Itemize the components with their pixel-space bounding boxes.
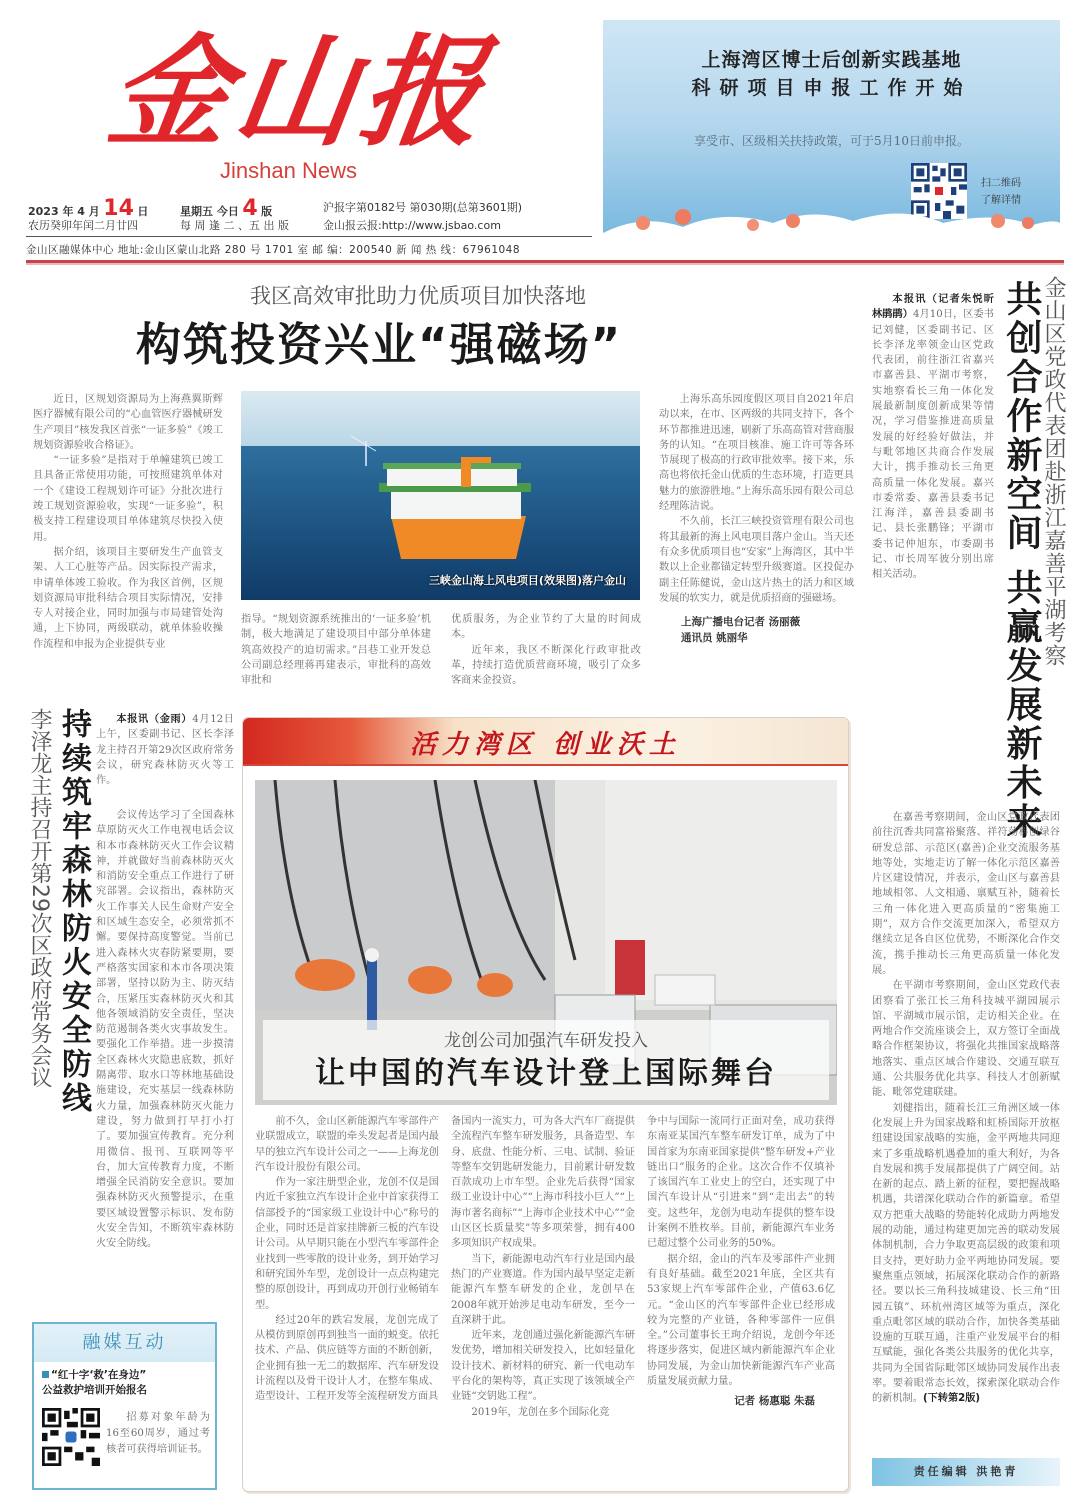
right-story-headline[interactable]: 共创合作新空间 共赢发展新未来 — [1001, 280, 1042, 842]
paragraph: 会议传达学习了全国森林草原防灭火工作电视电话会议和本市森林防灭火工作会议精神，并就做好当前森林防灭火和消防安全重点工作进行了研究部署。会议指出，森林防灭火工作事关人民生命财产安全和区域生态安全，必须常抓不懈。要保持高度警觉。当前已进入森林火灾春防紧要期，要严格落实国家和本市各项决策部署，坚持以防为主、防灭结合，压紧压实森林防灭火和其他各领域消防安全责任，坚决防范遏制各类火灾事故发生。要强化工作举措。进一步摸清全区森林火灾隐患底数，抓好隔离带、取水口等林地基础设施建设，充实基层一线森林防火力量，加强森林防灭火能力建设，努力做到打早打小打了。要加强宣传教育。充分利用微信、报刊、互联网等平台，加大宣传教育力度，不断增强全民消防安全意识。要加强森林防灭火预警提示，在重要区域设置警示标识、发布防火安全告知，不断筑牢森林防火安全防线。 — [96, 810, 234, 1250]
lead-story-byline — [659, 614, 854, 646]
lead-story-column-3 — [451, 612, 641, 688]
right-story-kicker: 金山区党政代表团赴浙江嘉善平湖考察 — [1041, 276, 1066, 667]
media-box-description — [106, 1410, 210, 1458]
newspaper-logo: 金山报 — [100, 22, 498, 163]
paragraph: 上海乐高乐园度假区项目自2021年启动以来，在市、区两级的共同支持下，各个环节都推进迅速，刷新了乐高高管对营商服务的认知。“在项目核准、施工许可等各环节展现了极高的行政审批效率。接下来，乐高也将依托金山优质的生态环境，打造更具魅力的旅游胜地。”上海乐高乐园有限公司总经理陈洁说。 — [659, 394, 854, 513]
feature-column-2 — [451, 1114, 635, 1420]
paragraph: 作为一家注册型企业，龙创不仅是国内近千家独立汽车设计企业中首家获得工信部授予的“国家级工业设计中心”称号的企业，同时还是首家挂牌新三板的汽车设计公司。从早期只能在小型汽车零部件企业找到一些零散的设计业务，到开始学习和研究国外车型，龙创设计一点点构建完整的原创设计，再到成功开创行业畅销车型。 — [255, 1177, 439, 1311]
feature-banner — [243, 718, 848, 766]
paragraph: 在平湖市考察期间，金山区党政代表团察看了张江长三角科技城平湖园展示馆、平湖城市展示馆，走访相关企业。在两地合作交流座谈会上，双方签订全面战略合作框架协议，将强化共推国家战略落地落实、重点区域合作建设、交通互联互通、公共服务优化共享、科技人才创新赋能、毗邻党建联建。 — [872, 980, 1060, 1099]
paragraph — [96, 712, 234, 788]
paragraph: 据介绍，该项目主要研发生产血管支架、人工心脏等产品。因实际投产需求，申请单体竣工验收。作为我区首例，区规划资源局审批科结合项目实际情况，安排专人对接企业，同时加强与市局建管处沟通，上下协同，两级联动，就单体验收操作流程和申报为企业提供专业 — [33, 546, 223, 650]
paragraph: 在嘉善考察期间，金山区党政代表团前往沉香共同富裕聚落、祥符荡科创绿谷研发总部、示范区(嘉善)企业交流服务基地等处，实地走访了解一体化示范区嘉善片区建设情况，并表示，金山区与嘉善县地域相邻、人文相通、禀赋互补，随着长三角一体化进入更高质量的“密集施工期”，双方合作交流更加深入，希望双方继续立足各自区位优势，不断深化合作交流，携手推动长三角更高质量一体化发展。 — [872, 812, 1060, 976]
paragraph: 近年来，龙创通过强化新能源汽车研发优势，增加相关研发投入，比如轻量化设计技术、新材料的研究、新一代电动车平台化的架构等，真正实现了该领域全产业链“交钥匙工程”。 — [451, 1330, 635, 1403]
paragraph-body: 刘健指出，随着长江三角洲区域一体化发展上升为国家战略和虹桥国际开放枢纽建设国家战略的实施，金平两地共同迎来了多重战略机遇叠加的重大利好，为各自发展和携手发展都提供了广阔空间。站在新的起点、踏上新的征程，要把握战略机遇，共谱深化联动合作的新篇章。希望双方把重大战略的势能转化成助力两地发展的动能，通过构建更加完善的联动发展体制机制，合力争取更高层级的政策和项目支持，更好助力金平两地协同发展。要聚焦重点领域，拓展深化联动合作的新路径。要以长三角科技城建设、长三角“田园五镇”、环杭州湾区域等为重点，深化重点毗邻区域的联动合作，加快各类基础设施的互联互通，注重产业发展平台的相互赋能，强化各类公共服务的优化共享，共同为全国省际毗邻区域协同发展作出表率。要着眼常态长效，探索深化联动合作的新机制。 — [872, 1102, 1060, 1405]
weekday: 星期五 今日 — [180, 205, 239, 218]
paragraph: 据介绍，金山的汽车及零部件产业拥有良好基础。截至2021年底，全区共有53家规上汽车零部件企业，产值63.6亿元。“金山区的汽车零部件企业已经形成较为完整的产业链，各种零部件一应俱全。”公司董事长王珣介绍说，龙创今年还将逐步落实，促进区域内新能源汽车企业协同发展，为金山加快新能源汽车产业高质量发展贡献力量。 — [647, 1253, 835, 1388]
ad-subtitle: 享受市、区级相关扶持政策，可于5月10日前申报。 — [694, 134, 969, 148]
date-day: 14 — [103, 196, 134, 221]
ad-qr-label-line2: 了解详情 — [981, 195, 1021, 206]
lunar-date: 农历癸卯年闰二月廿四 — [28, 219, 138, 232]
postdoc-advertisement[interactable] — [603, 20, 1060, 245]
continued-link[interactable]: (下转第2版) — [922, 1393, 981, 1405]
media-box-title: 融媒互动 — [34, 1324, 215, 1362]
paragraph: 优质服务，为企业节约了大量的时间成本。 — [451, 614, 641, 641]
paragraph: 近年来，我区不断深化行政审批改革，持续打造优质营商环境，吸引了众多客商来金投资。 — [451, 644, 641, 687]
item-title-line2: 公益救护培训开始报名 — [42, 1384, 147, 1396]
publish-schedule: 每 周 逢 二 、五 出 版 — [180, 219, 289, 232]
lead-story-kicker: 我区高效审批助力优质项目加快落地 — [250, 284, 586, 308]
paragraph: 争中与国际一流同行正面对垒，成功获得东南亚某国汽车整车研发订单，成为了中国首家为东南亚国家提供“整车研发+产业链出口”服务的企业。这次合作不仅填补了该国汽车工业史上的空白，还实现了中国汽车设计从“引进来”到“走出去”的转变。这些年，龙创为电动车提供的整车设计案例不胜枚举。目前，新能源汽车业务已超过整个公司业务的50%。 — [647, 1116, 835, 1250]
dateline: 本报讯（金雨） — [116, 713, 193, 725]
responsible-editor: 责任编辑 洪艳青 — [872, 1458, 1060, 1486]
feature-banner-title: 活力湾区 创业沃土 — [409, 730, 682, 760]
car-factory-photo[interactable] — [255, 780, 837, 1105]
media-box-item-title — [42, 1368, 147, 1398]
feature-headline-overlay — [263, 1020, 829, 1100]
masthead-red-rule — [26, 260, 1064, 263]
feature-column-3 — [647, 1114, 835, 1409]
feature-kicker: 龙创公司加强汽车研发投入 — [444, 1031, 648, 1051]
paragraph — [872, 292, 994, 583]
lead-story-column-4 — [659, 392, 854, 646]
bullet-icon — [42, 1371, 49, 1378]
clouds-flowers-decoration — [603, 205, 1060, 245]
lead-story-headline[interactable]: 构筑投资兴业“强磁场” — [136, 318, 623, 371]
feature-section — [242, 717, 849, 1492]
left-story-headline[interactable]: 持续筑牢森林防火安全防线 — [56, 708, 91, 1116]
paragraph-body: 4月10日，区委书记刘健，区委副书记、区长李泽龙率领金山区党政代表团，前往浙江省嘉兴市嘉善县、平湖市考察，实地察看长三角一体化发展最新制度创新成果等情况，学习借鉴推进高质量发展的好经验好做法，并与毗邻地区共商合作发展大计，携手推动长三角更高质量一体化发展。嘉兴市委常委、嘉善县委书记江海洋，嘉善县委副书记、县长张鹏锋；平湖市委书记仲旭东，市委副书记、市长周军彼分别出席相关活动。 — [872, 309, 994, 581]
dateline: 本报讯（记者朱悦昕 林鹃鹃） — [872, 293, 994, 321]
paragraph: 不久前，长江三峡投资管理有限公司也将其最新的海上风电项目落户金山。当天还有众多优质项目也“安家”上海湾区，其中半数以上企业都锚定转型升级赛道。区投促办副主任陈健说，金山这片热土的活力和区域发展的软实力，就是优质招商的强磁场。 — [659, 516, 854, 604]
paragraph: 近日，区规划资源局为上海燕翼斯辉医疗器械有限公司的“心血管医疗器械研发生产项目”核发我区首张“一证多验”《竣工规划资源验收合格证》。 — [33, 394, 223, 451]
paragraph: 经过20年的跌宕发展，龙创完成了从模仿到原创再到独当一面的蜕变。依托技术、产品、供应链等方面的不断创新，企业拥有独一无二的数据库、汽车研发设计流程以及骨干设计人才，在整车集成、造型设计、工程开发等全流程研发方面具 — [255, 1314, 439, 1403]
description-text: 招募对象年龄为16至60周岁，通过考核者可获得培训证书。 — [106, 1412, 210, 1455]
ad-title-line2: 科研项目申报工作开始 — [691, 77, 972, 99]
feature-column-1 — [255, 1114, 439, 1405]
media-interaction-box[interactable] — [32, 1322, 217, 1490]
offshore-platform-image — [241, 391, 640, 600]
paragraph: “一证多验”是指对于单幢建筑已竣工且具备正常使用功能，可按照建筑单体对一个《建设工程规划许可证》分批次进行竣工规划资源验收，实现“一证多验”，积极支持工程建设项目单体建筑尽快投入使用。 — [33, 455, 223, 543]
feature-byline: 记者 杨惠聪 朱磊 — [734, 1395, 815, 1408]
paragraph: 备国内一流实力，可为各大汽车厂商提供全流程汽车整车研发服务，具备造型、车身、底盘、性能分析、三电、试制、验证等整车交钥匙研发能力，目前累计研发数百款成功上市车型。企业先后获得“国家级工业设计中心”“上海市科技小巨人”“上海市著名商标”“上海市企业技术中心”“金山区区长质量奖”等多项荣誉，拥有400多项知识产权成果。 — [451, 1116, 635, 1250]
paragraph: 2019年，龙创在多个国际化竞 — [471, 1406, 610, 1418]
paragraph: 指导。“规划资源系统推出的‘一证多验’机制，极大地满足了建设项目中部分单体建筑高效投产的迫切需求。”吕巷工业开发总公司副总经理蒋再建表示，审批科的高效审批和 — [241, 614, 431, 687]
date-suffix: 日 — [137, 205, 149, 218]
website-link[interactable]: 金山报云报:http://www.jsbao.com — [323, 219, 501, 232]
left-story-column-narrow — [96, 712, 234, 788]
item-title-line1 — [42, 1368, 147, 1383]
masthead-divider — [26, 236, 592, 237]
ad-qr-label — [981, 175, 1021, 209]
byline-correspondent: 通讯员 姚丽华 — [681, 632, 748, 645]
paragraph: 前不久，金山区新能源汽车零部件产业联盟成立，联盟的牵头发起者是国内最早的独立汽车设计公司之一——上海龙创汽车设计股份有限公司。 — [255, 1116, 439, 1173]
byline-reporter: 上海广播电台记者 汤丽薇 — [681, 616, 801, 629]
paragraph-body: 4月12日上午，区委副书记、区长李泽龙主持召开第29次区政府常务会议，研究森林防灭火等工作。 — [96, 714, 234, 787]
pages-count: 4 — [242, 196, 258, 221]
paragraph: 当下，新能源电动汽车行业是国内最热门的产业赛道。作为国内最早坚定走新能源汽车整车研发的企业，龙创早在2008年就开始涉足电动车研发，至今一直深耕于此。 — [451, 1253, 635, 1326]
photo-caption: 三峡金山海上风电项目(效果图)落户金山 — [428, 574, 626, 587]
right-story-column-narrow — [872, 292, 994, 583]
newspaper-logo-english: Jinshan News — [220, 158, 357, 183]
date-prefix: 2023 年 4 月 — [28, 205, 100, 218]
registration-number: 沪报字第0182号 第030期(总第3601期) — [323, 201, 523, 214]
qr-code-icon[interactable] — [42, 1408, 100, 1466]
ad-title-line1: 上海湾区博士后创新实践基地 — [701, 49, 962, 71]
item-title-text: “红十字‘救’在身边” — [51, 1369, 147, 1381]
ad-qr-label-line1: 扫二维码 — [981, 178, 1021, 189]
left-story-column-wide — [33, 808, 234, 1252]
lead-story-column-2 — [241, 612, 431, 688]
right-story-column-wide — [872, 810, 1060, 1407]
lead-story-column-1 — [33, 392, 223, 652]
contact-info: 金山区融媒体中心 地址:金山区蒙山北路 280 号 1701 室 邮 编：200540 新 闻 热 线：67961048 — [26, 244, 521, 256]
paragraph — [872, 1101, 1060, 1407]
pages-suffix: 版 — [261, 205, 273, 218]
feature-headline[interactable]: 让中国的汽车设计登上国际舞台 — [315, 1056, 777, 1091]
offshore-wind-photo[interactable] — [241, 391, 640, 600]
left-story-kicker: 李泽龙主持召开第29次区政府常务会议 — [27, 708, 52, 1088]
